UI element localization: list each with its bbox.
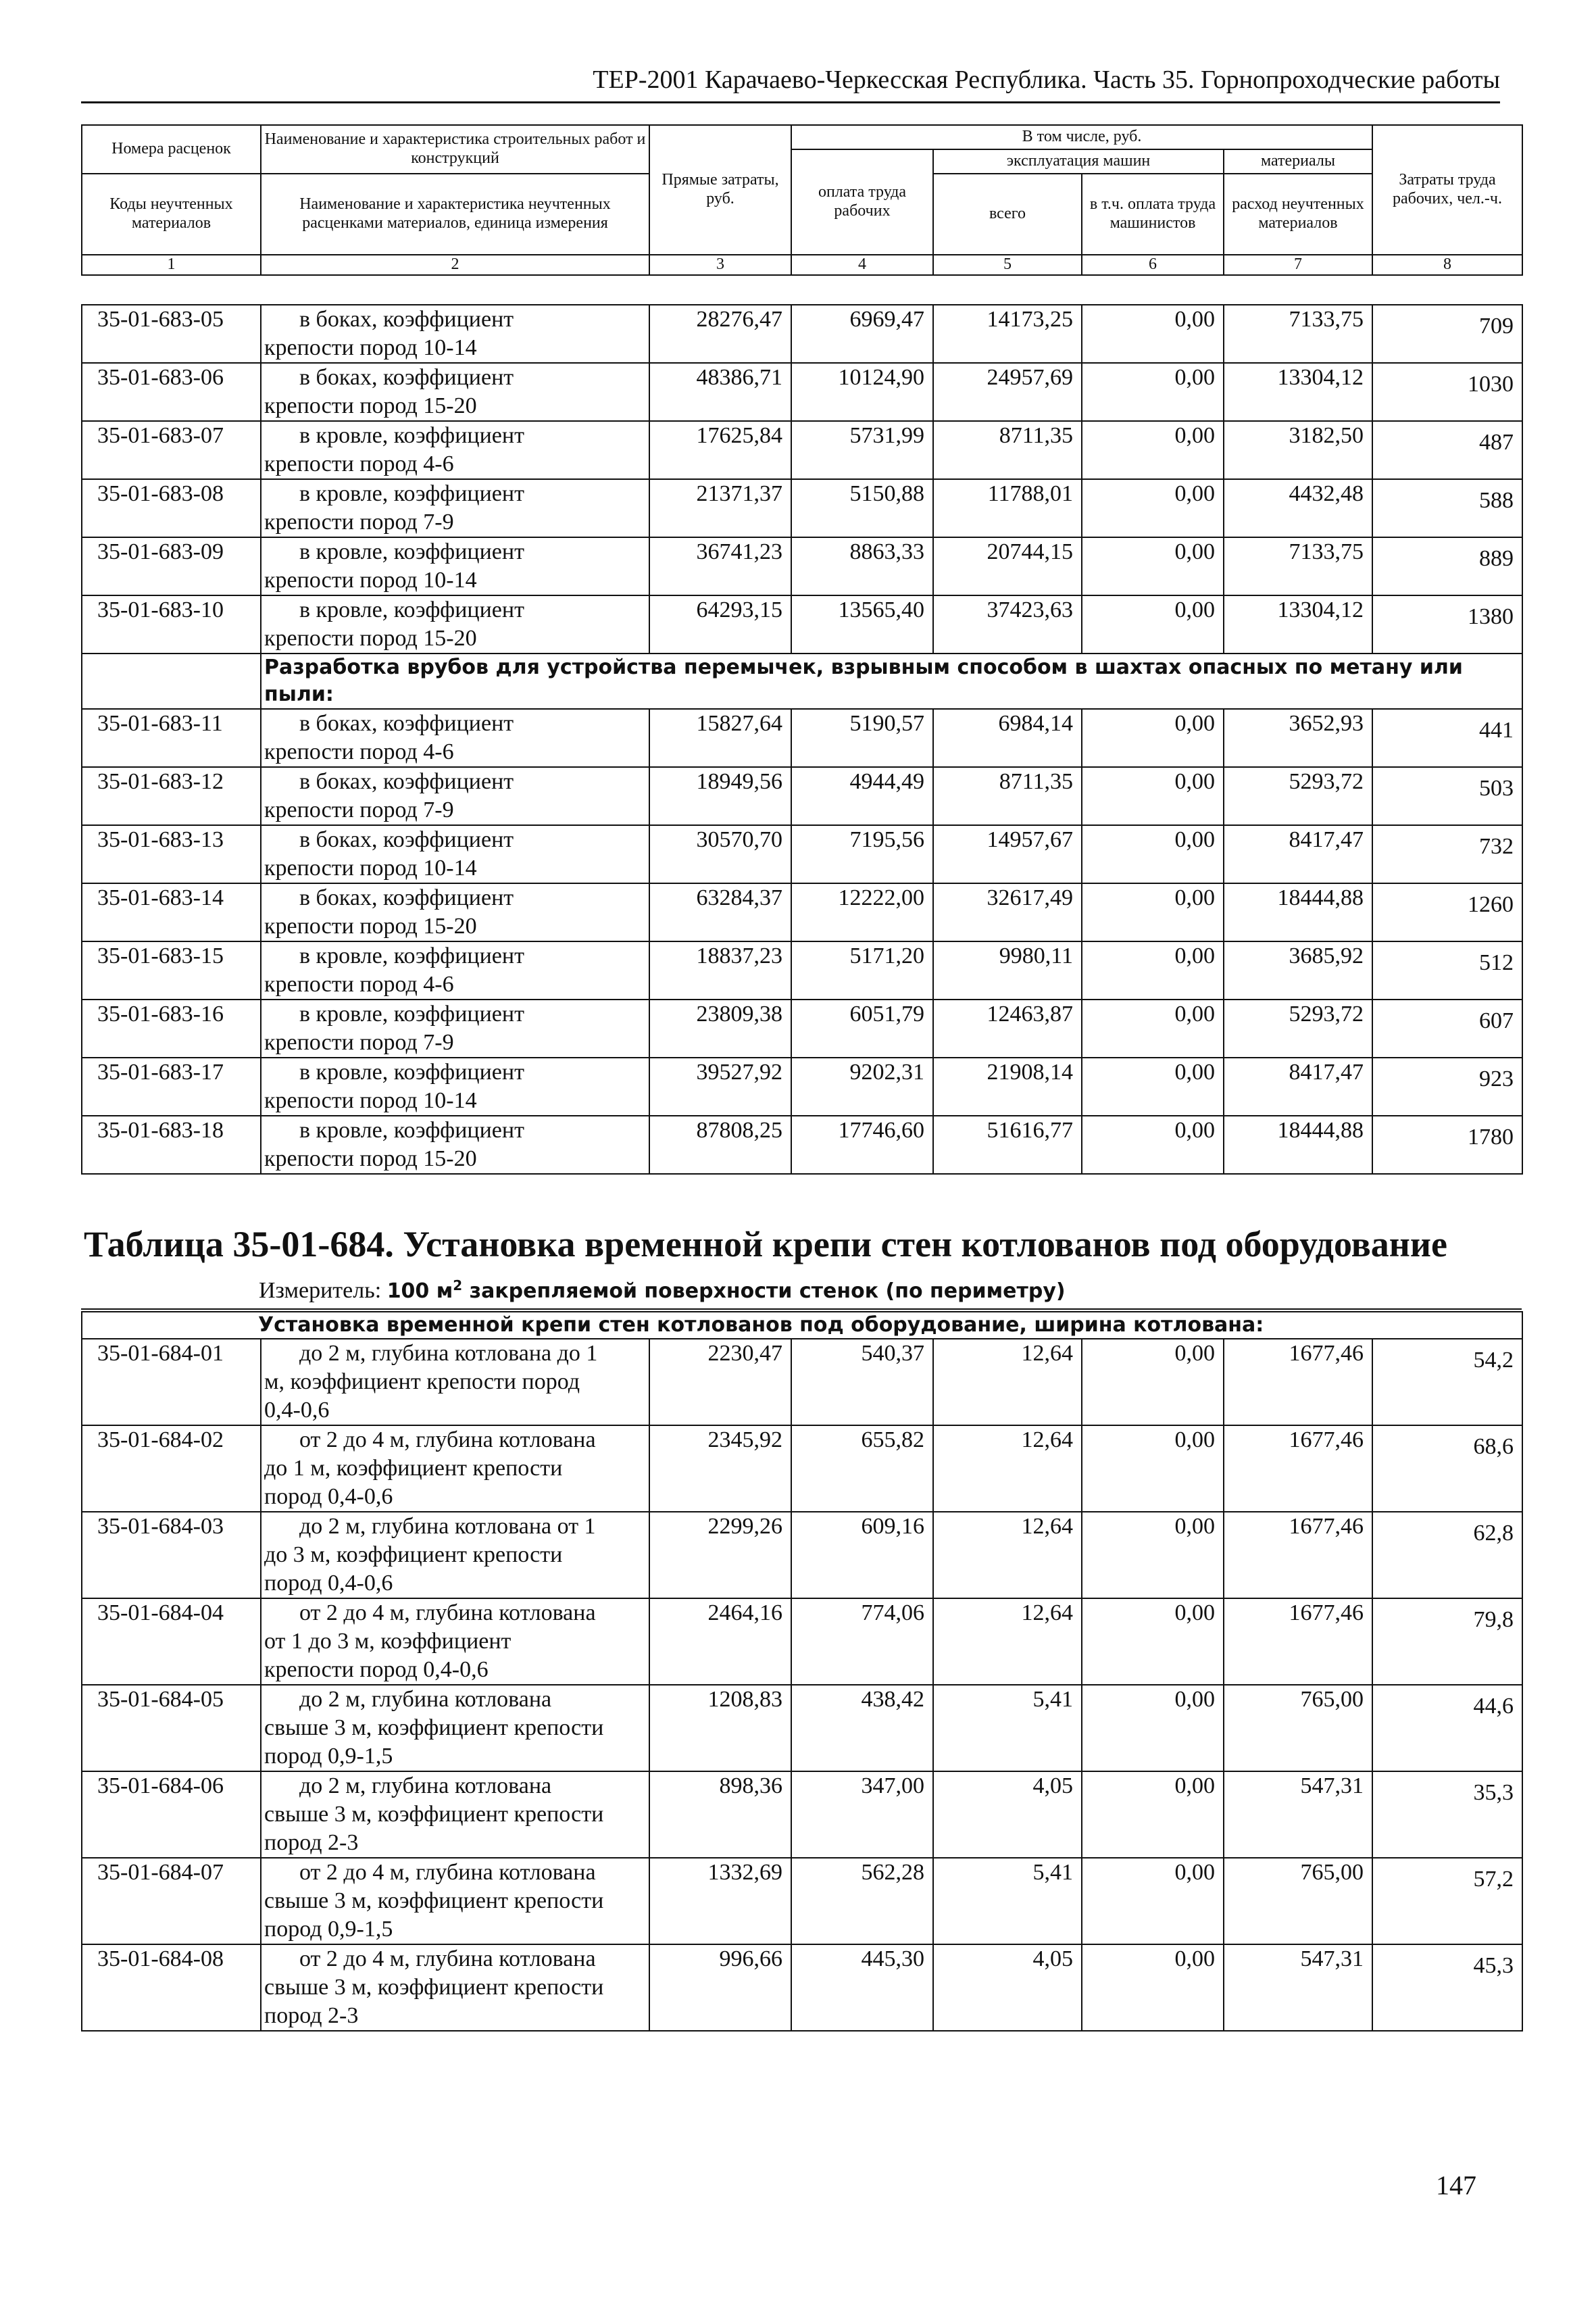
worker-wages: 540,37 xyxy=(791,1339,933,1425)
materials: 7133,75 xyxy=(1224,305,1372,363)
rate-code: 35-01-683-10 xyxy=(82,595,261,654)
rate-code: 35-01-683-13 xyxy=(82,825,261,883)
machinist-wages: 0,00 xyxy=(1082,305,1224,363)
section-code-cell xyxy=(82,654,261,709)
rate-description-line: свыше 3 м, коэффициент крепости xyxy=(264,1802,604,1827)
rate-description xyxy=(261,363,649,421)
rate-description-line: от 2 до 4 м, глубина котлована xyxy=(299,1860,596,1885)
rate-description-line: от 2 до 4 м, глубина котлована xyxy=(299,1600,596,1625)
machinist-wages: 0,00 xyxy=(1082,941,1224,1000)
rate-description xyxy=(261,479,649,537)
rate-code: 35-01-683-14 xyxy=(82,883,261,941)
materials: 8417,47 xyxy=(1224,825,1372,883)
labor-costs: 732 xyxy=(1372,825,1522,883)
rate-description xyxy=(261,1058,649,1116)
rate-code: 35-01-684-08 xyxy=(82,1944,261,2031)
rate-description xyxy=(261,595,649,654)
column-number: 8 xyxy=(1372,255,1522,275)
rate-description-line: крепости пород 10-14 xyxy=(264,856,477,881)
worker-wages: 445,30 xyxy=(791,1944,933,2031)
rate-description-line: крепости пород 7-9 xyxy=(264,510,454,535)
rate-code: 35-01-683-11 xyxy=(82,709,261,767)
labor-costs: 503 xyxy=(1372,767,1522,825)
rate-description-line: в боках, коэффициент xyxy=(299,827,514,852)
rate-description xyxy=(261,421,649,479)
machines-total: 20744,15 xyxy=(933,537,1082,595)
machines-total: 14173,25 xyxy=(933,305,1082,363)
rate-code: 35-01-684-01 xyxy=(82,1339,261,1425)
rate-description-line: до 2 м, глубина котлована до 1 xyxy=(299,1341,598,1366)
direct-costs: 18837,23 xyxy=(649,941,791,1000)
direct-costs: 36741,23 xyxy=(649,537,791,595)
rate-code: 35-01-683-09 xyxy=(82,537,261,595)
rate-description-line: в боках, коэффициент xyxy=(299,885,514,910)
rate-description-line: пород 0,9-1,5 xyxy=(264,1744,393,1769)
header-machines: эксплуатация машин xyxy=(933,149,1224,174)
rate-description xyxy=(261,537,649,595)
column-number: 5 xyxy=(933,255,1082,275)
page-number: 147 xyxy=(1436,2170,1476,2200)
materials: 7133,75 xyxy=(1224,537,1372,595)
rate-description xyxy=(261,1598,649,1685)
machines-total: 12463,87 xyxy=(933,1000,1082,1058)
labor-costs: 889 xyxy=(1372,537,1522,595)
machines-total: 32617,49 xyxy=(933,883,1082,941)
rate-description xyxy=(261,1425,649,1512)
labor-costs: 1260 xyxy=(1372,883,1522,941)
rate-description xyxy=(261,767,649,825)
running-header: ТЕР-2001 Карачаево-Черкесская Республика. Часть 35. Горнопроходческие работы xyxy=(593,66,1500,94)
table-row xyxy=(82,883,1522,941)
rate-description-line: в боках, коэффициент xyxy=(299,307,514,332)
materials: 5293,72 xyxy=(1224,767,1372,825)
worker-wages: 347,00 xyxy=(791,1771,933,1858)
table-row xyxy=(82,1598,1522,1685)
header-name-unaccounted: Наименование и характеристика неучтенных расценками материалов, единица измерения xyxy=(261,174,649,255)
worker-wages: 655,82 xyxy=(791,1425,933,1512)
labor-costs: 1380 xyxy=(1372,595,1522,654)
rate-code: 35-01-683-05 xyxy=(82,305,261,363)
direct-costs: 2299,26 xyxy=(649,1512,791,1598)
rate-code: 35-01-684-04 xyxy=(82,1598,261,1685)
rate-description-line: крепости пород 10-14 xyxy=(264,1088,477,1113)
rate-description xyxy=(261,1000,649,1058)
rate-code: 35-01-683-12 xyxy=(82,767,261,825)
worker-wages: 6051,79 xyxy=(791,1000,933,1058)
machinist-wages: 0,00 xyxy=(1082,1771,1224,1858)
worker-wages: 17746,60 xyxy=(791,1116,933,1174)
rate-code: 35-01-683-07 xyxy=(82,421,261,479)
machinist-wages: 0,00 xyxy=(1082,825,1224,883)
rate-description-line: в кровле, коэффициент xyxy=(299,1002,524,1027)
worker-wages: 4944,49 xyxy=(791,767,933,825)
worker-wages: 7195,56 xyxy=(791,825,933,883)
labor-costs: 57,2 xyxy=(1372,1858,1522,1944)
materials: 3182,50 xyxy=(1224,421,1372,479)
header-wages: оплата труда рабочих xyxy=(791,149,933,255)
labor-costs: 441 xyxy=(1372,709,1522,767)
rate-description-line: в кровле, коэффициент xyxy=(299,539,524,564)
column-number: 4 xyxy=(791,255,933,275)
table-row xyxy=(82,1944,1522,2031)
table-title: Таблица 35-01-684. Установка временной крепи стен котлованов под оборудование xyxy=(84,1224,1447,1264)
machinist-wages: 0,00 xyxy=(1082,1858,1224,1944)
direct-costs: 15827,64 xyxy=(649,709,791,767)
table-row xyxy=(82,537,1522,595)
direct-costs: 39527,92 xyxy=(649,1058,791,1116)
header-codes: Коды неучтенных материалов xyxy=(82,174,261,255)
labor-costs: 1780 xyxy=(1372,1116,1522,1174)
rate-code: 35-01-684-07 xyxy=(82,1858,261,1944)
machinist-wages: 0,00 xyxy=(1082,1685,1224,1771)
direct-costs: 87808,25 xyxy=(649,1116,791,1174)
column-number: 1 xyxy=(82,255,261,275)
labor-costs: 79,8 xyxy=(1372,1598,1522,1685)
worker-wages: 5150,88 xyxy=(791,479,933,537)
direct-costs: 1332,69 xyxy=(649,1858,791,1944)
machinist-wages: 0,00 xyxy=(1082,709,1224,767)
rate-description-line: свыше 3 м, коэффициент крепости xyxy=(264,1715,604,1740)
machines-total: 12,64 xyxy=(933,1425,1082,1512)
machinist-wages: 0,00 xyxy=(1082,1425,1224,1512)
labor-costs: 923 xyxy=(1372,1058,1522,1116)
worker-wages: 13565,40 xyxy=(791,595,933,654)
table-row xyxy=(82,595,1522,654)
rate-description-line: в боках, коэффициент xyxy=(299,365,514,390)
rate-description-line: в боках, коэффициент xyxy=(299,769,514,794)
worker-wages: 10124,90 xyxy=(791,363,933,421)
table-row xyxy=(82,1116,1522,1174)
materials: 1677,46 xyxy=(1224,1425,1372,1512)
direct-costs: 63284,37 xyxy=(649,883,791,941)
materials: 1677,46 xyxy=(1224,1339,1372,1425)
materials: 547,31 xyxy=(1224,1944,1372,2031)
rate-description-line: крепости пород 15-20 xyxy=(264,393,477,418)
labor-costs: 45,3 xyxy=(1372,1944,1522,2031)
rate-description-line: до 2 м, глубина котлована xyxy=(299,1687,552,1712)
rate-code: 35-01-684-05 xyxy=(82,1685,261,1771)
rate-description-line: свыше 3 м, коэффициент крепости xyxy=(264,1888,604,1913)
rate-description-line: от 2 до 4 м, глубина котлована xyxy=(299,1946,596,1971)
materials: 1677,46 xyxy=(1224,1512,1372,1598)
labor-costs: 1030 xyxy=(1372,363,1522,421)
rate-description-line: крепости пород 4-6 xyxy=(264,739,454,764)
rate-description xyxy=(261,1685,649,1771)
machines-total: 8711,35 xyxy=(933,767,1082,825)
header-materials-usage: расход неучтенных материалов xyxy=(1224,174,1372,255)
rate-description-line: до 1 м, коэффициент крепости xyxy=(264,1456,563,1481)
materials: 3652,93 xyxy=(1224,709,1372,767)
rate-code: 35-01-684-06 xyxy=(82,1771,261,1858)
measure-rest: закрепляемой поверхности стенок (по периметру) xyxy=(462,1279,1066,1303)
rate-description-line: крепости пород 7-9 xyxy=(264,797,454,822)
direct-costs: 2464,16 xyxy=(649,1598,791,1685)
rates-table-684 xyxy=(81,1311,1523,2032)
machines-total: 6984,14 xyxy=(933,709,1082,767)
rate-description-line: крепости пород 4-6 xyxy=(264,451,454,476)
rate-description-line: крепости пород 0,4-0,6 xyxy=(264,1657,489,1682)
machines-total: 12,64 xyxy=(933,1598,1082,1685)
machines-total: 5,41 xyxy=(933,1858,1082,1944)
labor-costs: 35,3 xyxy=(1372,1771,1522,1858)
machinist-wages: 0,00 xyxy=(1082,767,1224,825)
direct-costs: 48386,71 xyxy=(649,363,791,421)
rate-description-line: крепости пород 15-20 xyxy=(264,626,477,651)
materials: 1677,46 xyxy=(1224,1598,1372,1685)
rate-description-line: в боках, коэффициент xyxy=(299,711,514,736)
machines-total: 12,64 xyxy=(933,1512,1082,1598)
materials: 13304,12 xyxy=(1224,595,1372,654)
table-row xyxy=(82,1058,1522,1116)
direct-costs: 898,36 xyxy=(649,1771,791,1858)
machinist-wages: 0,00 xyxy=(1082,1944,1224,2031)
rate-code: 35-01-683-18 xyxy=(82,1116,261,1174)
machinist-wages: 0,00 xyxy=(1082,1000,1224,1058)
direct-costs: 17625,84 xyxy=(649,421,791,479)
rates-table-683 xyxy=(81,304,1523,1175)
rate-description-line: до 2 м, глубина котлована от 1 xyxy=(299,1514,596,1539)
rate-description-line: в кровле, коэффициент xyxy=(299,1118,524,1143)
machines-total: 21908,14 xyxy=(933,1058,1082,1116)
direct-costs: 2345,92 xyxy=(649,1425,791,1512)
materials: 765,00 xyxy=(1224,1685,1372,1771)
table-row xyxy=(82,1000,1522,1058)
machinist-wages: 0,00 xyxy=(1082,363,1224,421)
rate-description xyxy=(261,825,649,883)
rate-description xyxy=(261,1512,649,1598)
column-number: 2 xyxy=(261,255,649,275)
labor-costs: 512 xyxy=(1372,941,1522,1000)
machines-total: 37423,63 xyxy=(933,595,1082,654)
measure-prefix: Измеритель: xyxy=(259,1278,387,1303)
table-row xyxy=(82,1512,1522,1598)
rate-description xyxy=(261,1944,649,2031)
header-materials: материалы xyxy=(1224,149,1372,174)
rate-description-line: крепости пород 4-6 xyxy=(264,972,454,997)
rate-description-line: крепости пород 15-20 xyxy=(264,1146,477,1171)
rate-code: 35-01-684-02 xyxy=(82,1425,261,1512)
machinist-wages: 0,00 xyxy=(1082,1512,1224,1598)
worker-wages: 5171,20 xyxy=(791,941,933,1000)
labor-costs: 68,6 xyxy=(1372,1425,1522,1512)
materials: 18444,88 xyxy=(1224,1116,1372,1174)
rate-code: 35-01-683-06 xyxy=(82,363,261,421)
header-numbers: Номера расценок xyxy=(82,125,261,174)
rate-code: 35-01-683-17 xyxy=(82,1058,261,1116)
direct-costs: 28276,47 xyxy=(649,305,791,363)
rate-description-line: свыше 3 м, коэффициент крепости xyxy=(264,1975,604,2000)
header-direct-costs: Прямые затраты, руб. xyxy=(649,125,791,255)
worker-wages: 6969,47 xyxy=(791,305,933,363)
table-row xyxy=(82,479,1522,537)
column-number: 6 xyxy=(1082,255,1224,275)
machines-total: 12,64 xyxy=(933,1339,1082,1425)
table-row xyxy=(82,363,1522,421)
machines-total: 4,05 xyxy=(933,1944,1082,2031)
table-row xyxy=(82,1685,1522,1771)
machinist-wages: 0,00 xyxy=(1082,537,1224,595)
rate-description-line: пород 2-3 xyxy=(264,1830,359,1855)
rate-description-line: крепости пород 7-9 xyxy=(264,1030,454,1055)
rate-description xyxy=(261,883,649,941)
column-header-table xyxy=(81,124,1523,276)
direct-costs: 1208,83 xyxy=(649,1685,791,1771)
rate-description xyxy=(261,1771,649,1858)
column-number: 3 xyxy=(649,255,791,275)
table-row xyxy=(82,1425,1522,1512)
measure-line xyxy=(259,1277,1066,1304)
rate-description xyxy=(261,1858,649,1944)
rate-description xyxy=(261,941,649,1000)
labor-costs: 607 xyxy=(1372,1000,1522,1058)
rate-description-line: пород 0,9-1,5 xyxy=(264,1917,393,1942)
table-subtitle: Установка временной крепи стен котлованов под оборудование, ширина котлована: xyxy=(82,1312,1522,1339)
machinist-wages: 0,00 xyxy=(1082,1116,1224,1174)
machines-total: 5,41 xyxy=(933,1685,1082,1771)
header-rule xyxy=(81,101,1500,103)
section-title: Разработка врубов для устройства перемычек, взрывным способом в шахтах опасных по метану или пыли: xyxy=(261,654,1522,709)
labor-costs: 588 xyxy=(1372,479,1522,537)
measure-sup: 2 xyxy=(453,1277,463,1294)
materials: 8417,47 xyxy=(1224,1058,1372,1116)
rate-description-line: крепости пород 15-20 xyxy=(264,914,477,939)
rate-description-line: до 3 м, коэффициент крепости xyxy=(264,1542,563,1567)
rate-description-line: пород 0,4-0,6 xyxy=(264,1571,393,1596)
rate-description-line: м, коэффициент крепости пород xyxy=(264,1369,580,1394)
rate-code: 35-01-683-15 xyxy=(82,941,261,1000)
machines-total: 51616,77 xyxy=(933,1116,1082,1174)
worker-wages: 5731,99 xyxy=(791,421,933,479)
table-row xyxy=(82,941,1522,1000)
rate-description xyxy=(261,709,649,767)
labor-costs: 487 xyxy=(1372,421,1522,479)
rate-code: 35-01-684-03 xyxy=(82,1512,261,1598)
rate-description-line: от 2 до 4 м, глубина котлована xyxy=(299,1427,596,1452)
worker-wages: 609,16 xyxy=(791,1512,933,1598)
worker-wages: 9202,31 xyxy=(791,1058,933,1116)
table-row xyxy=(82,421,1522,479)
machinist-wages: 0,00 xyxy=(1082,883,1224,941)
rate-description-line: крепости пород 10-14 xyxy=(264,568,477,593)
worker-wages: 438,42 xyxy=(791,1685,933,1771)
rate-code: 35-01-683-08 xyxy=(82,479,261,537)
direct-costs: 23809,38 xyxy=(649,1000,791,1058)
machinist-wages: 0,00 xyxy=(1082,1339,1224,1425)
materials: 18444,88 xyxy=(1224,883,1372,941)
table-row xyxy=(82,709,1522,767)
rate-description xyxy=(261,1116,649,1174)
header-machines-total: всего xyxy=(933,174,1082,255)
rate-description-line: в кровле, коэффициент xyxy=(299,481,524,506)
worker-wages: 774,06 xyxy=(791,1598,933,1685)
header-name: Наименование и характеристика строительных работ и конструкций xyxy=(261,125,649,174)
worker-wages: 562,28 xyxy=(791,1858,933,1944)
header-machinists: в т.ч. оплата труда машинистов xyxy=(1082,174,1224,255)
machines-total: 8711,35 xyxy=(933,421,1082,479)
measure-unit: 100 м xyxy=(386,1279,453,1303)
labor-costs: 54,2 xyxy=(1372,1339,1522,1425)
direct-costs: 996,66 xyxy=(649,1944,791,2031)
labor-costs: 709 xyxy=(1372,305,1522,363)
table-row xyxy=(82,1771,1522,1858)
machines-total: 24957,69 xyxy=(933,363,1082,421)
measure-rule xyxy=(81,1308,1522,1310)
rate-description-line: в кровле, коэффициент xyxy=(299,943,524,968)
rate-description-line: в кровле, коэффициент xyxy=(299,423,524,448)
rate-description-line: в кровле, коэффициент xyxy=(299,597,524,622)
machinist-wages: 0,00 xyxy=(1082,595,1224,654)
direct-costs: 18949,56 xyxy=(649,767,791,825)
rate-description xyxy=(261,1339,649,1425)
materials: 3685,92 xyxy=(1224,941,1372,1000)
materials: 765,00 xyxy=(1224,1858,1372,1944)
machines-total: 9980,11 xyxy=(933,941,1082,1000)
worker-wages: 12222,00 xyxy=(791,883,933,941)
materials: 4432,48 xyxy=(1224,479,1372,537)
machines-total: 11788,01 xyxy=(933,479,1082,537)
table-row xyxy=(82,767,1522,825)
direct-costs: 2230,47 xyxy=(649,1339,791,1425)
materials: 5293,72 xyxy=(1224,1000,1372,1058)
direct-costs: 30570,70 xyxy=(649,825,791,883)
table-row xyxy=(82,305,1522,363)
rate-description-line: в кровле, коэффициент xyxy=(299,1060,524,1085)
rate-description-line: от 1 до 3 м, коэффициент xyxy=(264,1629,512,1654)
machines-total: 4,05 xyxy=(933,1771,1082,1858)
machines-total: 14957,67 xyxy=(933,825,1082,883)
table-row xyxy=(82,1858,1522,1944)
materials: 547,31 xyxy=(1224,1771,1372,1858)
rate-description-line: до 2 м, глубина котлована xyxy=(299,1773,552,1798)
machinist-wages: 0,00 xyxy=(1082,421,1224,479)
header-including: В том числе, руб. xyxy=(791,125,1372,149)
rate-description-line: пород 0,4-0,6 xyxy=(264,1484,393,1509)
labor-costs: 44,6 xyxy=(1372,1685,1522,1771)
direct-costs: 21371,37 xyxy=(649,479,791,537)
header-labor: Затраты труда рабочих, чел.-ч. xyxy=(1372,125,1522,255)
worker-wages: 8863,33 xyxy=(791,537,933,595)
materials: 13304,12 xyxy=(1224,363,1372,421)
machinist-wages: 0,00 xyxy=(1082,479,1224,537)
machinist-wages: 0,00 xyxy=(1082,1598,1224,1685)
table-row xyxy=(82,825,1522,883)
direct-costs: 64293,15 xyxy=(649,595,791,654)
machinist-wages: 0,00 xyxy=(1082,1058,1224,1116)
rate-code: 35-01-683-16 xyxy=(82,1000,261,1058)
rate-description-line: 0,4-0,6 xyxy=(264,1398,330,1423)
rate-description xyxy=(261,305,649,363)
table-row xyxy=(82,1339,1522,1425)
column-number: 7 xyxy=(1224,255,1372,275)
worker-wages: 5190,57 xyxy=(791,709,933,767)
rate-description-line: крепости пород 10-14 xyxy=(264,335,477,360)
labor-costs: 62,8 xyxy=(1372,1512,1522,1598)
rate-description-line: пород 2-3 xyxy=(264,2003,359,2028)
